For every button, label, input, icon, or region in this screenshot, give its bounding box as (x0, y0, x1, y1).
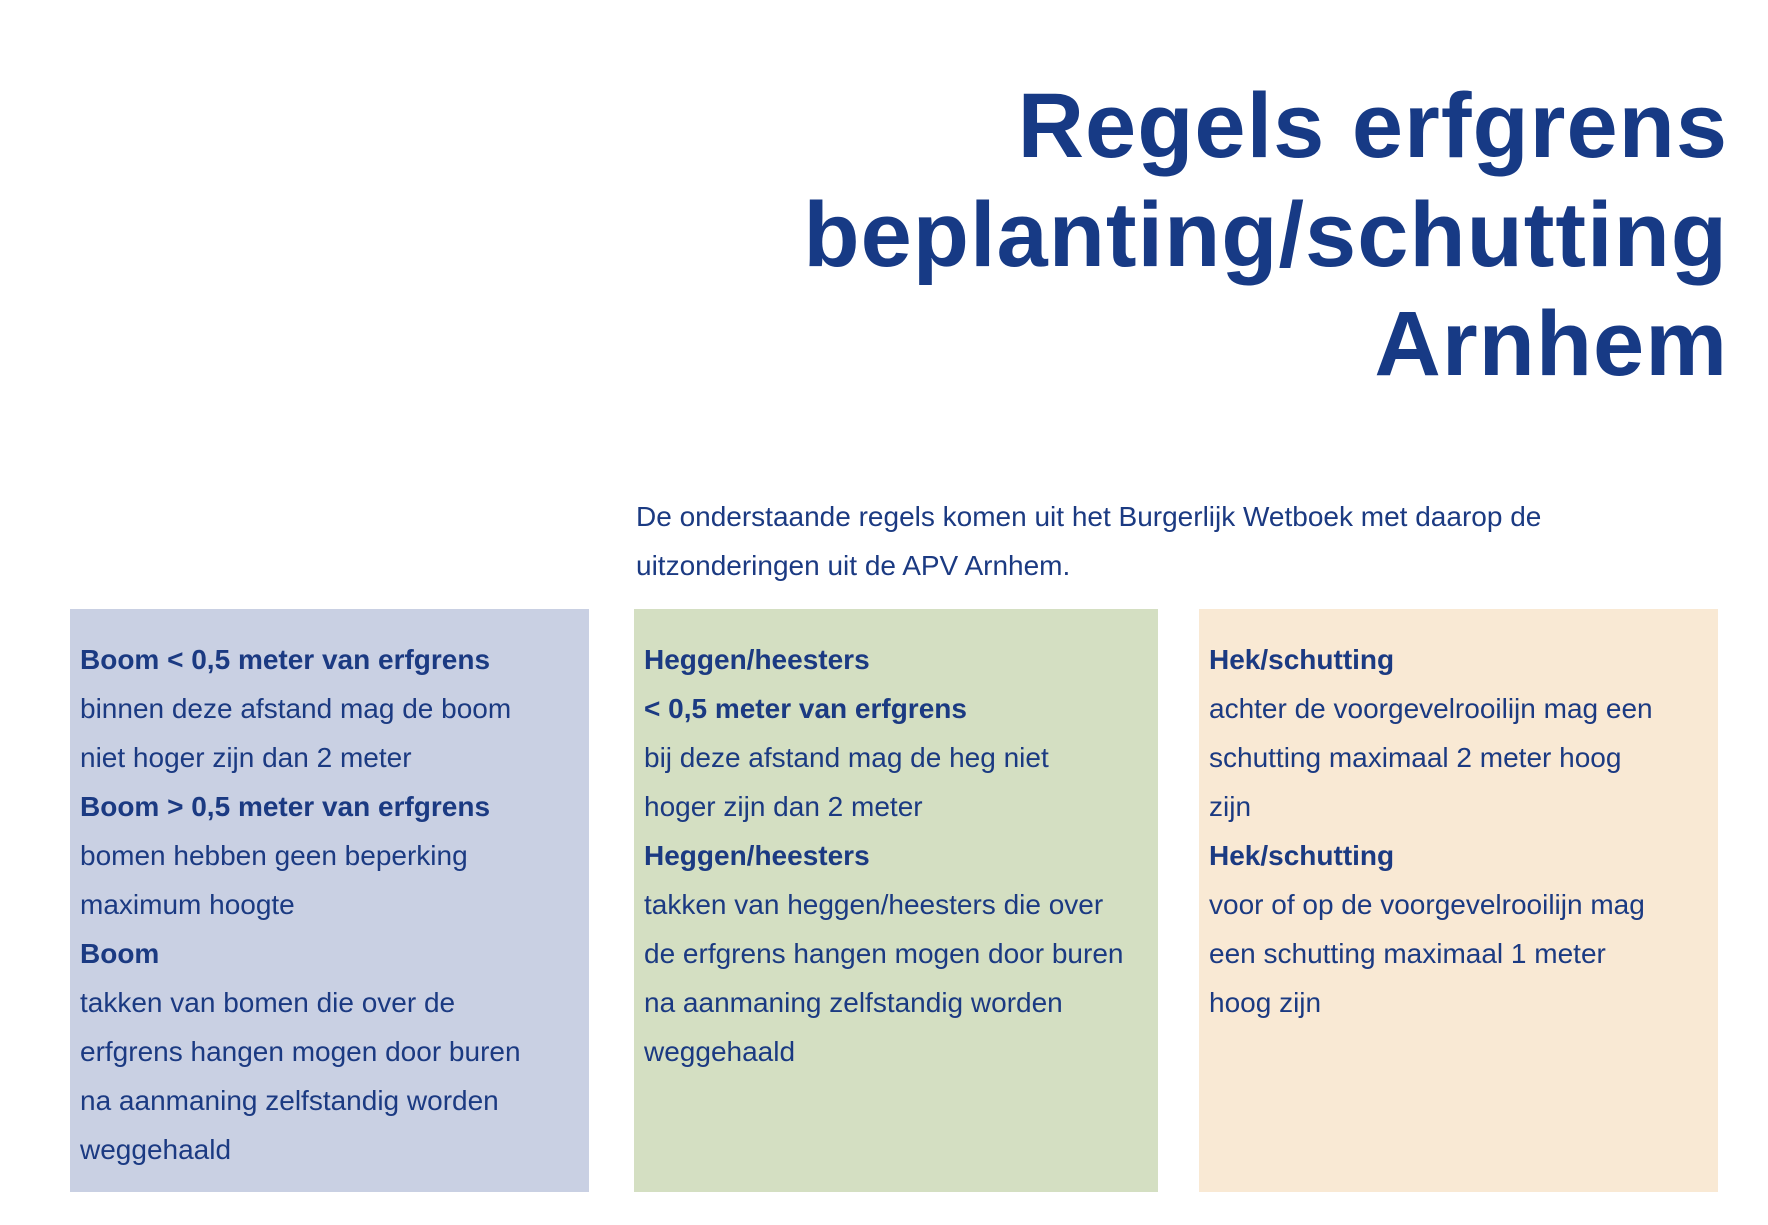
boom-text-line: bomen hebben geen beperking (80, 840, 468, 871)
boom-heading-near: Boom < 0,5 meter van erfgrens (80, 644, 491, 675)
boom-text-line: erfgrens hangen mogen door buren (80, 1036, 521, 1067)
hek-text-line: voor of op de voorgevelrooilijn mag (1209, 889, 1645, 920)
hek-text-line: hoog zijn (1209, 987, 1322, 1018)
heggen-text-line: na aanmaning zelfstandig worden (644, 987, 1063, 1018)
boom-text-line: maximum hoogte (80, 889, 295, 920)
boom-text-line: niet hoger zijn dan 2 meter (80, 742, 412, 773)
title-line-2: beplanting/schutting (803, 184, 1728, 286)
hek-heading-behind: Hek/schutting (1209, 644, 1395, 675)
boom-text-line: takken van bomen die over de (80, 987, 456, 1018)
title-line-3: Arnhem (1374, 293, 1728, 395)
heggen-heading-distance: < 0,5 meter van erfgrens (644, 693, 967, 724)
intro-line-2: uitzonderingen uit de APV Arnhem. (636, 550, 1071, 581)
boom-heading-far: Boom > 0,5 meter van erfgrens (80, 791, 491, 822)
boom-text-line: binnen deze afstand mag de boom (80, 693, 512, 724)
page-title (628, 72, 1728, 399)
boom-text-line: na aanmaning zelfstandig worden (80, 1085, 499, 1116)
hek-text-line: schutting maximaal 2 meter hoog (1209, 742, 1622, 773)
heggen-text-line: takken van heggen/heesters die over (644, 889, 1104, 920)
heggen-text-line: weggehaald (644, 1036, 796, 1067)
heggen-text-line: bij deze afstand mag de heg niet (644, 742, 1049, 773)
heggen-heading-branches: Heggen/heesters (644, 840, 870, 871)
hek-rules-box (1199, 609, 1718, 1192)
heggen-text-line: de erfgrens hangen mogen door buren (644, 938, 1124, 969)
intro-line-1: De onderstaande regels komen uit het Burgerlijk Wetboek met daarop de (636, 501, 1542, 532)
boom-heading-branches: Boom (80, 938, 160, 969)
hek-heading-front: Hek/schutting (1209, 840, 1395, 871)
heggen-heading-near: Heggen/heesters (644, 644, 870, 675)
heggen-rules-box (634, 609, 1158, 1192)
boom-rules-box (70, 609, 589, 1192)
hek-text-line: achter de voorgevelrooilijn mag een (1209, 693, 1653, 724)
hek-text-line: een schutting maximaal 1 meter (1209, 938, 1606, 969)
title-line-1: Regels erfgrens (1017, 75, 1728, 177)
hek-text-line: zijn (1209, 791, 1252, 822)
intro-text (636, 492, 1736, 590)
boom-text-line: weggehaald (80, 1134, 232, 1165)
heggen-text-line: hoger zijn dan 2 meter (644, 791, 923, 822)
